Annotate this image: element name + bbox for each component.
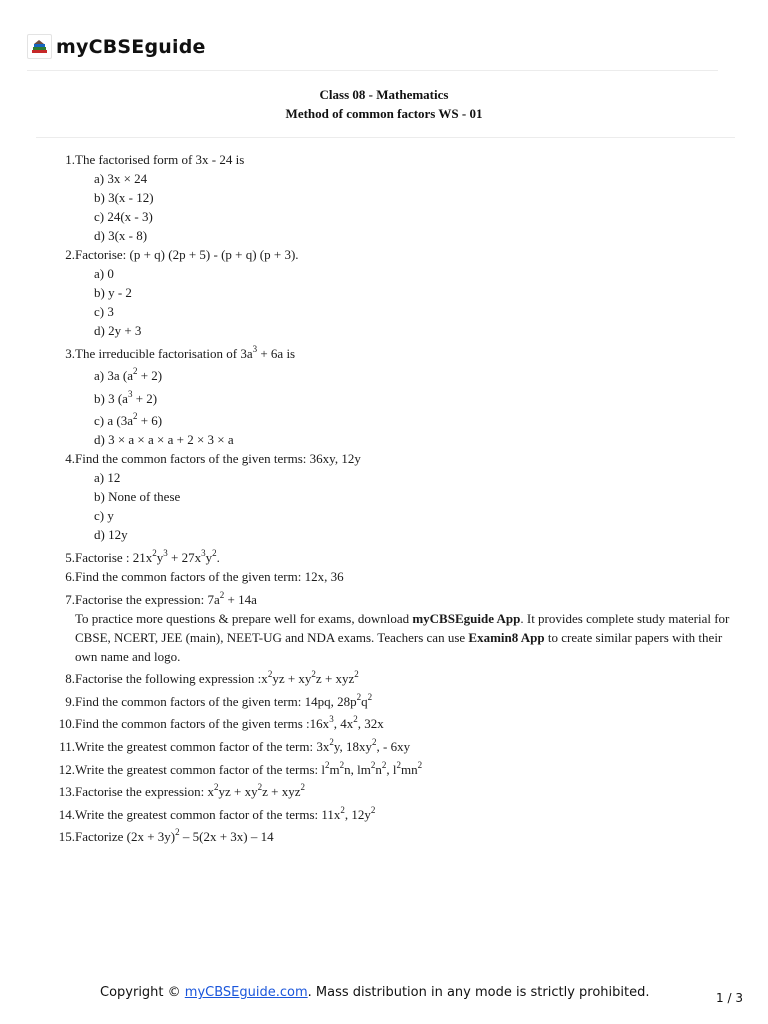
document-subtitle: Method of common factors WS - 01 xyxy=(285,106,483,121)
question-text: Find the common factors of the given term: 12x, 36 xyxy=(75,568,344,584)
question-number: 7. xyxy=(65,591,75,607)
question-number: 2. xyxy=(65,247,75,262)
question-text: Find the common factors of the given terms $:16x^3$, $4x^2$, 32x xyxy=(75,714,384,732)
brand-name[interactable]: myCBSEguide xyxy=(56,35,206,58)
question-text: Find the common factors of the given terms: 36xy, 12y xyxy=(75,451,361,467)
question-text: Write the greatest common factor of the terms: $l^2m^2n$, $lm^2n^2$, $l^2mn^2$ xyxy=(75,759,423,777)
question-text: The irreducible factorisation of $3a^3 + 6a$ is xyxy=(75,343,296,361)
option: a) 3a $(a^2 + 2)$ xyxy=(94,366,163,384)
question-item xyxy=(40,714,740,733)
option: d) 3(x - 8) xyxy=(94,228,148,243)
question-item xyxy=(40,737,740,756)
option: a) 3x × 24 xyxy=(94,171,148,186)
option: c) 24(x - 3) xyxy=(94,209,153,224)
question-item xyxy=(40,692,740,711)
question-list xyxy=(40,150,740,846)
question-number: 13. xyxy=(58,784,75,800)
question-number: 9. xyxy=(65,693,75,709)
question-text: Factorise: (p + q) (2p + 5) - (p + q) (p + 3). xyxy=(75,247,299,262)
promo-text: To practice more questions & prepare well for exams, download myCBSEguide App. It provides complete study material for CBSE, NCERT, JEE (main), NEET-UG and NDA exams. Teachers can use Examin8 App to create similar papers with their own name and logo. xyxy=(75,610,730,664)
title-divider xyxy=(36,137,735,138)
option: d) 2y + 3 xyxy=(94,323,142,338)
question-number: 12. xyxy=(58,761,75,777)
books-logo-icon xyxy=(27,34,52,59)
option: d) 3 × a × a × a + 2 × 3 × a xyxy=(94,432,234,448)
question-text: Factorize $(2x + 3y)^2 - 5(2x + 3x) - 14$ xyxy=(75,827,274,845)
promo-app-link[interactable]: Examin8 App xyxy=(468,629,545,645)
question-number: 6. xyxy=(65,568,75,584)
option: a) 12 xyxy=(94,470,121,486)
option: c) 3 xyxy=(94,304,114,319)
footer-copyright: Copyright © myCBSEguide.com. Mass distribution in any mode is strictly prohibited. xyxy=(100,985,650,1000)
option: b) y - 2 xyxy=(94,285,132,300)
question-text: Find the common factors of the given term: 14pq, $28p^2q^2$ xyxy=(75,691,373,709)
question-number: 11. xyxy=(59,738,75,754)
option: d) 12y xyxy=(94,527,128,543)
option: b) 3 $(a^3 + 2)$ xyxy=(94,388,158,406)
question-item xyxy=(40,344,740,363)
promo-app-link[interactable]: myCBSEguide App xyxy=(412,610,521,626)
option: c) a $(3a^2 + 6)$ xyxy=(94,411,163,429)
document-title: Class 08 - Mathematics xyxy=(319,87,449,102)
page-number: 1 / 3 xyxy=(716,991,743,1005)
option: b) None of these xyxy=(94,489,181,505)
option: b) 3(x - 12) xyxy=(94,190,154,205)
logo xyxy=(27,34,206,59)
question-item xyxy=(40,245,740,264)
question-number: 10. xyxy=(58,716,75,732)
question-number: 3. xyxy=(65,345,75,361)
question-text: The factorised form of 3x - 24 is xyxy=(75,152,245,167)
question-number: 8. xyxy=(65,671,75,687)
question-item xyxy=(40,782,740,801)
question-number: 1. xyxy=(65,152,75,167)
footer-site-link[interactable]: myCBSEguide.com xyxy=(184,985,308,1000)
question-text: Factorise : $21x^2y^3 + 27x^3y^2$. xyxy=(75,547,220,565)
question-text: Factorise the expression: $7a^2 + 14a$ xyxy=(75,589,257,607)
option: a) 0 xyxy=(94,266,114,281)
question-number: 15. xyxy=(58,829,75,845)
question-item xyxy=(40,567,740,586)
question-item xyxy=(40,548,740,567)
question-number: 14. xyxy=(58,806,75,822)
question-text: Factorise the following expression $:x^2yz + xy^2z + xyz^2$ xyxy=(75,669,359,687)
question-item xyxy=(40,150,740,169)
question-item xyxy=(40,805,740,824)
question-item xyxy=(40,669,740,688)
question-number: 5. xyxy=(65,549,75,565)
question-item xyxy=(40,760,740,779)
question-item xyxy=(40,827,740,846)
question-text: Write the greatest common factor of the terms: $11x^2$, $12y^2$ xyxy=(75,804,376,822)
question-number: 4. xyxy=(65,451,75,467)
question-text: Write the greatest common factor of the term: $3x^2y$, $18xy^2$, - 6xy xyxy=(75,736,411,754)
question-item xyxy=(40,449,740,468)
question-text: Factorise the expression: $x^2yz + xy^2z + xyz^2$ xyxy=(75,782,305,800)
question-item xyxy=(40,590,740,609)
header-divider xyxy=(27,70,718,71)
option: c) y xyxy=(94,508,114,524)
